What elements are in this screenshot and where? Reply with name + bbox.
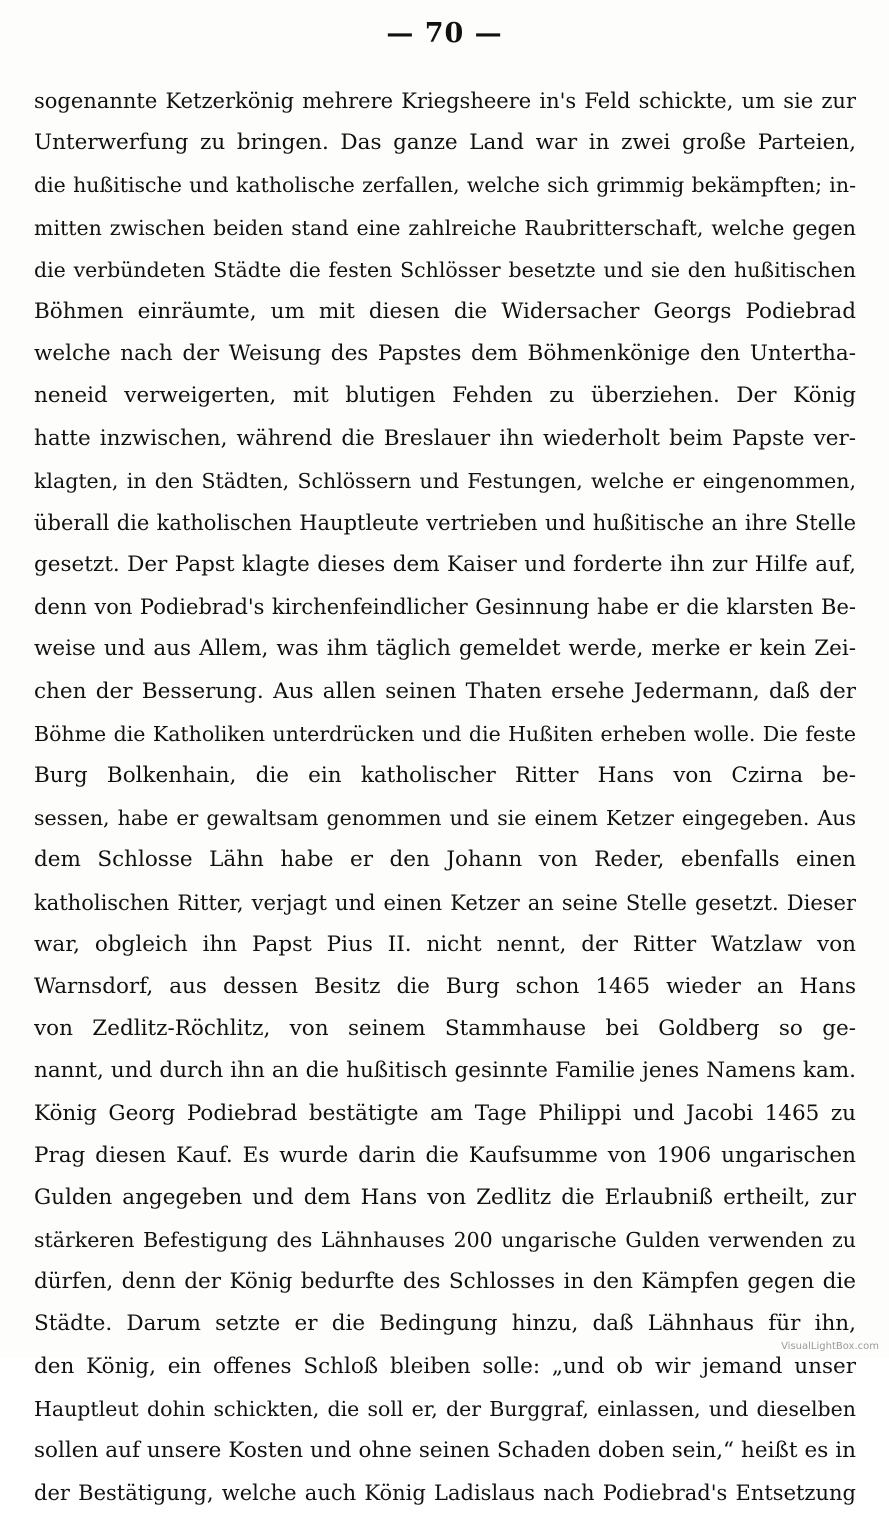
text-line: König Georg Podiebrad bestätigte am Tage Philippi und Jacobi 1465 zu (34, 1100, 856, 1126)
text-line: Gulden angegeben und dem Hans von Zedlitz die Erlaubniß ertheilt, zur (34, 1184, 856, 1210)
text-line: chen der Besserung. Aus allen seinen Thaten ersehe Jedermann, daß der (34, 678, 856, 704)
text-line: die verbündeten Städte die festen Schlösser besetzte und sie den hußitischen (34, 257, 856, 282)
text-line: denn von Podiebrad's kirchenfeindlicher Gesinnung habe er die klarsten Be- (34, 595, 856, 620)
text-line: Böhme die Katholiken unterdrücken und die Hußiten erheben wolle. Die feste (34, 721, 856, 746)
text-line: Böhmen einräumte, um mit diesen die Widersacher Georgs Podiebrad (34, 298, 856, 324)
text-line: sollen auf unsere Kosten und ohne seinen Schaden doben sein,“ heißt es in (34, 1438, 856, 1463)
text-line: Hauptleut dohin schickten, die soll er, der Burggraf, einlassen, und dieselben (34, 1396, 856, 1421)
text-line: neneid verweigerten, mit blutigen Fehden zu überziehen. Der König (34, 383, 856, 409)
text-line: Prag diesen Kauf. Es wurde darin die Kaufsumme von 1906 ungarischen (34, 1142, 856, 1168)
text-line: dürfen, denn der König bedurfte des Schlosses in den Kämpfen gegen die (34, 1269, 856, 1295)
text-line: von Zedlitz-Röchlitz, von seinem Stammhause bei Goldberg so ge- (34, 1016, 856, 1042)
text-line: gesetzt. Der Papst klagte dieses dem Kaiser und forderte ihn zur Hilfe auf, (34, 552, 856, 578)
body-text (34, 80, 856, 1514)
text-line: der Bestätigung, welche auch König Ladislaus nach Podiebrad's Entsetzung (34, 1481, 856, 1506)
text-line: Unterwerfung zu bringen. Das ganze Land war in zwei große Parteien, (34, 130, 856, 156)
text-line: hatte inzwischen, während die Breslauer ihn wiederholt beim Papste ver- (34, 425, 856, 451)
text-line: dem Schlosse Lähn habe er den Johann von Reder, ebenfalls einen (34, 847, 856, 873)
text-line: Burg Bolkenhain, die ein katholischer Ritter Hans von Czirna be- (34, 763, 856, 788)
text-line: stärkeren Befestigung des Lähnhauses 200 ungarische Gulden verwenden zu (34, 1228, 856, 1253)
text-line: die hußitische und katholische zerfallen, welche sich grimmig bekämpften; in- (34, 173, 856, 198)
text-line: katholischen Ritter, verjagt und einen Ketzer an seine Stelle gesetzt. Dieser (34, 890, 856, 915)
text-line: war, obgleich ihn Papst Pius II. nicht nennt, der Ritter Watzlaw von (34, 931, 856, 957)
text-line: Warnsdorf, aus dessen Besitz die Burg schon 1465 wieder an Hans (34, 973, 856, 999)
text-line: welche nach der Weisung des Papstes dem Böhmenkönige den Untertha- (34, 341, 856, 367)
text-line: Städte. Darum setzte er die Bedingung hinzu, daß Lähnhaus für ihn, (34, 1311, 856, 1337)
text-line: weise und aus Allem, was ihm täglich gemeldet werde, merke er kein Zei- (34, 636, 856, 662)
page-number: — 70 — (386, 18, 503, 49)
watermark: VisualLightBox.com (781, 1341, 879, 1352)
text-line: sessen, habe er gewaltsam genommen und sie einem Ketzer eingegeben. Aus (34, 806, 856, 831)
text-line: mitten zwischen beiden stand eine zahlreiche Raubritterschaft, welche gegen (34, 215, 856, 240)
text-line: nannt, und durch ihn an die hußitisch gesinnte Familie jenes Namens kam. (34, 1058, 856, 1084)
text-line: überall die katholischen Hauptleute vertrieben und hußitische an ihre Stelle (34, 510, 856, 535)
text-line: den König, ein offenes Schloß bleiben solle: „und ob wir jemand unser (34, 1353, 856, 1379)
text-line: klagten, in den Städten, Schlössern und Festungen, welche er eingenommen, (34, 468, 856, 493)
text-line: sogenannte Ketzerkönig mehrere Kriegsheere in's Feld schickte, um sie zur (34, 89, 856, 113)
